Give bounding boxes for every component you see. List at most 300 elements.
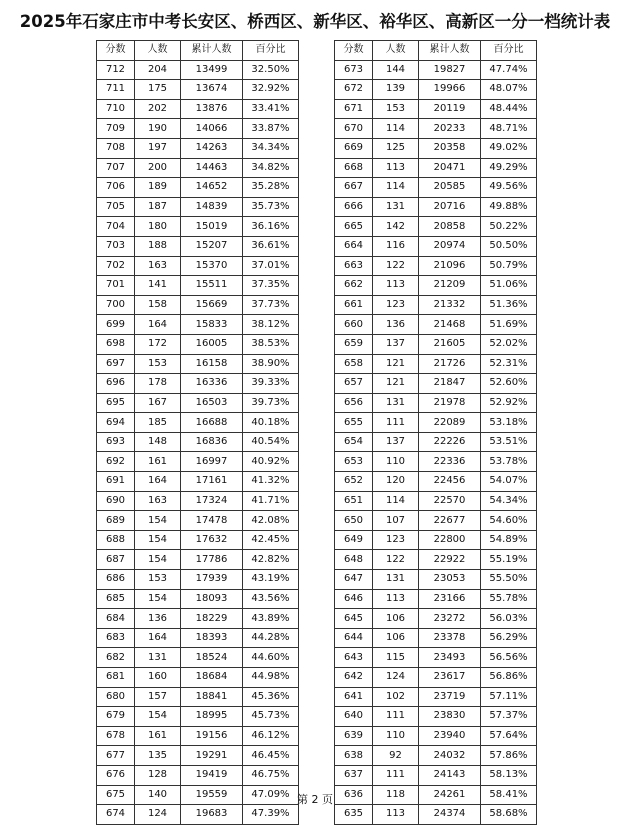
table-row (335, 687, 537, 707)
score-table-right (334, 40, 537, 825)
cell-percent: 52.60% (481, 374, 537, 394)
cell-count: 187 (135, 197, 181, 217)
cell-cumulative: 21468 (419, 315, 481, 335)
cell-score: 658 (335, 354, 373, 374)
cell-cumulative: 15207 (181, 236, 243, 256)
page-number: 第 2 页 (297, 793, 333, 806)
cell-score: 667 (335, 178, 373, 198)
cell-score: 654 (335, 432, 373, 452)
cell-cumulative: 23617 (419, 668, 481, 688)
table-row (335, 707, 537, 727)
cell-score: 671 (335, 99, 373, 119)
cell-percent: 40.18% (243, 413, 299, 433)
cell-score: 692 (97, 452, 135, 472)
cell-score: 710 (97, 99, 135, 119)
cell-cumulative: 17324 (181, 491, 243, 511)
cell-percent: 53.18% (481, 413, 537, 433)
cell-score: 700 (97, 295, 135, 315)
cell-percent: 40.54% (243, 432, 299, 452)
table-row (335, 374, 537, 394)
cell-cumulative: 14263 (181, 138, 243, 158)
cell-count: 114 (373, 119, 419, 139)
table-row (97, 276, 299, 296)
cell-cumulative: 23830 (419, 707, 481, 727)
cell-count: 154 (135, 511, 181, 531)
table-row (335, 432, 537, 452)
cell-count: 189 (135, 178, 181, 198)
header-cumulative: 累计人数 (181, 41, 243, 61)
cell-cumulative: 21096 (419, 256, 481, 276)
cell-score: 690 (97, 491, 135, 511)
table-row (335, 393, 537, 413)
header-count: 人数 (373, 41, 419, 61)
cell-count: 123 (373, 295, 419, 315)
cell-percent: 49.02% (481, 138, 537, 158)
cell-percent: 52.92% (481, 393, 537, 413)
cell-percent: 46.12% (243, 726, 299, 746)
cell-cumulative: 16336 (181, 374, 243, 394)
cell-count: 118 (373, 785, 419, 805)
cell-cumulative: 19683 (181, 805, 243, 825)
cell-cumulative: 19827 (419, 60, 481, 80)
cell-score: 685 (97, 589, 135, 609)
table-row (335, 765, 537, 785)
cell-percent: 54.89% (481, 530, 537, 550)
table-row (335, 315, 537, 335)
cell-count: 148 (135, 432, 181, 452)
cell-count: 115 (373, 648, 419, 668)
cell-count: 135 (135, 746, 181, 766)
table-row (97, 256, 299, 276)
table-row (335, 178, 537, 198)
cell-count: 154 (135, 550, 181, 570)
table-row (97, 158, 299, 178)
cell-cumulative: 22336 (419, 452, 481, 472)
cell-cumulative: 17786 (181, 550, 243, 570)
cell-score: 644 (335, 628, 373, 648)
cell-count: 142 (373, 217, 419, 237)
cell-percent: 57.86% (481, 746, 537, 766)
cell-score: 662 (335, 276, 373, 296)
cell-percent: 43.89% (243, 609, 299, 629)
cell-count: 153 (135, 570, 181, 590)
cell-score: 689 (97, 511, 135, 531)
table-row (97, 726, 299, 746)
cell-score: 701 (97, 276, 135, 296)
table-row (335, 276, 537, 296)
table-row (97, 60, 299, 80)
cell-cumulative: 20858 (419, 217, 481, 237)
cell-percent: 56.86% (481, 668, 537, 688)
cell-count: 113 (373, 276, 419, 296)
cell-count: 180 (135, 217, 181, 237)
cell-cumulative: 19291 (181, 746, 243, 766)
cell-count: 144 (373, 60, 419, 80)
cell-cumulative: 24261 (419, 785, 481, 805)
cell-score: 698 (97, 334, 135, 354)
cell-score: 672 (335, 80, 373, 100)
cell-percent: 49.56% (481, 178, 537, 198)
cell-percent: 42.82% (243, 550, 299, 570)
cell-percent: 50.50% (481, 236, 537, 256)
cell-count: 139 (373, 80, 419, 100)
table-row (97, 393, 299, 413)
table-row (97, 511, 299, 531)
cell-score: 704 (97, 217, 135, 237)
cell-cumulative: 23166 (419, 589, 481, 609)
cell-cumulative: 20716 (419, 197, 481, 217)
cell-percent: 53.78% (481, 452, 537, 472)
cell-count: 106 (373, 609, 419, 629)
cell-percent: 49.88% (481, 197, 537, 217)
cell-cumulative: 20585 (419, 178, 481, 198)
cell-cumulative: 19419 (181, 765, 243, 785)
score-table-left (96, 40, 299, 825)
cell-count: 107 (373, 511, 419, 531)
cell-percent: 36.61% (243, 236, 299, 256)
cell-cumulative: 16836 (181, 432, 243, 452)
table-row (335, 413, 537, 433)
cell-score: 670 (335, 119, 373, 139)
table-row (97, 217, 299, 237)
cell-cumulative: 20974 (419, 236, 481, 256)
table-row (335, 60, 537, 80)
table-row (97, 589, 299, 609)
cell-score: 688 (97, 530, 135, 550)
cell-cumulative: 18684 (181, 668, 243, 688)
cell-percent: 34.34% (243, 138, 299, 158)
table-row (97, 354, 299, 374)
cell-count: 113 (373, 805, 419, 825)
table-row (97, 765, 299, 785)
cell-count: 137 (373, 334, 419, 354)
cell-cumulative: 23493 (419, 648, 481, 668)
cell-count: 106 (373, 628, 419, 648)
cell-count: 124 (373, 668, 419, 688)
cell-count: 116 (373, 236, 419, 256)
cell-count: 154 (135, 589, 181, 609)
cell-percent: 45.73% (243, 707, 299, 727)
cell-score: 680 (97, 687, 135, 707)
cell-cumulative: 16158 (181, 354, 243, 374)
cell-percent: 49.29% (481, 158, 537, 178)
table-row (335, 550, 537, 570)
cell-score: 655 (335, 413, 373, 433)
cell-score: 679 (97, 707, 135, 727)
cell-count: 161 (135, 452, 181, 472)
cell-percent: 55.78% (481, 589, 537, 609)
cell-cumulative: 13876 (181, 99, 243, 119)
header-score: 分数 (335, 41, 373, 61)
cell-percent: 55.19% (481, 550, 537, 570)
cell-cumulative: 17939 (181, 570, 243, 590)
cell-percent: 54.60% (481, 511, 537, 531)
cell-cumulative: 15669 (181, 295, 243, 315)
cell-percent: 47.74% (481, 60, 537, 80)
cell-score: 691 (97, 472, 135, 492)
cell-cumulative: 20358 (419, 138, 481, 158)
cell-percent: 56.29% (481, 628, 537, 648)
cell-percent: 48.44% (481, 99, 537, 119)
cell-percent: 44.28% (243, 628, 299, 648)
cell-count: 136 (373, 315, 419, 335)
cell-cumulative: 17478 (181, 511, 243, 531)
cell-cumulative: 21209 (419, 276, 481, 296)
cell-count: 197 (135, 138, 181, 158)
table-row (97, 452, 299, 472)
cell-percent: 37.73% (243, 295, 299, 315)
cell-score: 693 (97, 432, 135, 452)
cell-count: 131 (373, 393, 419, 413)
table-row (335, 80, 537, 100)
cell-count: 167 (135, 393, 181, 413)
cell-score: 678 (97, 726, 135, 746)
cell-count: 190 (135, 119, 181, 139)
cell-count: 122 (373, 256, 419, 276)
cell-cumulative: 16005 (181, 334, 243, 354)
cell-cumulative: 14652 (181, 178, 243, 198)
cell-count: 102 (373, 687, 419, 707)
cell-cumulative: 22677 (419, 511, 481, 531)
cell-percent: 39.33% (243, 374, 299, 394)
cell-percent: 37.01% (243, 256, 299, 276)
cell-cumulative: 22922 (419, 550, 481, 570)
cell-percent: 41.32% (243, 472, 299, 492)
cell-count: 141 (135, 276, 181, 296)
cell-cumulative: 21726 (419, 354, 481, 374)
cell-percent: 44.60% (243, 648, 299, 668)
cell-count: 114 (373, 178, 419, 198)
cell-count: 188 (135, 236, 181, 256)
table-row (335, 511, 537, 531)
table-row (335, 334, 537, 354)
cell-cumulative: 18841 (181, 687, 243, 707)
cell-percent: 47.09% (243, 785, 299, 805)
cell-score: 665 (335, 217, 373, 237)
cell-count: 131 (135, 648, 181, 668)
cell-percent: 44.98% (243, 668, 299, 688)
cell-percent: 38.53% (243, 334, 299, 354)
table-row (335, 256, 537, 276)
cell-cumulative: 16503 (181, 393, 243, 413)
cell-count: 153 (373, 99, 419, 119)
cell-score: 677 (97, 746, 135, 766)
cell-score: 656 (335, 393, 373, 413)
cell-percent: 56.56% (481, 648, 537, 668)
table-row (97, 570, 299, 590)
cell-score: 660 (335, 315, 373, 335)
cell-cumulative: 22800 (419, 530, 481, 550)
cell-cumulative: 16997 (181, 452, 243, 472)
cell-count: 121 (373, 354, 419, 374)
cell-score: 697 (97, 354, 135, 374)
cell-count: 200 (135, 158, 181, 178)
table-row (97, 236, 299, 256)
table-row (97, 687, 299, 707)
cell-score: 695 (97, 393, 135, 413)
cell-score: 648 (335, 550, 373, 570)
cell-count: 160 (135, 668, 181, 688)
cell-score: 682 (97, 648, 135, 668)
cell-score: 642 (335, 668, 373, 688)
cell-count: 164 (135, 315, 181, 335)
cell-score: 684 (97, 609, 135, 629)
table-row (97, 315, 299, 335)
cell-cumulative: 15833 (181, 315, 243, 335)
cell-count: 114 (373, 491, 419, 511)
cell-score: 652 (335, 472, 373, 492)
header-cumulative: 累计人数 (419, 41, 481, 61)
table-row (335, 530, 537, 550)
cell-score: 635 (335, 805, 373, 825)
table-row (97, 472, 299, 492)
table-row (97, 119, 299, 139)
table-row (97, 628, 299, 648)
table-row (97, 491, 299, 511)
cell-percent: 57.11% (481, 687, 537, 707)
cell-score: 709 (97, 119, 135, 139)
table-row (97, 609, 299, 629)
cell-percent: 57.37% (481, 707, 537, 727)
cell-cumulative: 15370 (181, 256, 243, 276)
cell-count: 136 (135, 609, 181, 629)
table-row (335, 805, 537, 825)
table-row (335, 628, 537, 648)
cell-percent: 38.12% (243, 315, 299, 335)
cell-count: 110 (373, 726, 419, 746)
cell-cumulative: 22226 (419, 432, 481, 452)
cell-count: 113 (373, 589, 419, 609)
cell-percent: 51.69% (481, 315, 537, 335)
cell-percent: 33.41% (243, 99, 299, 119)
cell-cumulative: 21978 (419, 393, 481, 413)
cell-score: 669 (335, 138, 373, 158)
cell-percent: 45.36% (243, 687, 299, 707)
cell-cumulative: 20471 (419, 158, 481, 178)
cell-count: 164 (135, 472, 181, 492)
cell-cumulative: 17161 (181, 472, 243, 492)
table-row (97, 668, 299, 688)
table-row (97, 805, 299, 825)
cell-count: 131 (373, 197, 419, 217)
cell-percent: 35.73% (243, 197, 299, 217)
cell-count: 113 (373, 158, 419, 178)
cell-percent: 56.03% (481, 609, 537, 629)
cell-cumulative: 19156 (181, 726, 243, 746)
cell-score: 686 (97, 570, 135, 590)
cell-count: 185 (135, 413, 181, 433)
cell-score: 650 (335, 511, 373, 531)
header-percent: 百分比 (243, 41, 299, 61)
cell-percent: 34.82% (243, 158, 299, 178)
cell-score: 703 (97, 236, 135, 256)
cell-cumulative: 18393 (181, 628, 243, 648)
cell-score: 664 (335, 236, 373, 256)
table-row (335, 197, 537, 217)
cell-cumulative: 18229 (181, 609, 243, 629)
cell-percent: 50.22% (481, 217, 537, 237)
table-row (97, 80, 299, 100)
cell-cumulative: 15511 (181, 276, 243, 296)
cell-percent: 40.92% (243, 452, 299, 472)
cell-score: 653 (335, 452, 373, 472)
header-count: 人数 (135, 41, 181, 61)
cell-percent: 58.13% (481, 765, 537, 785)
cell-cumulative: 18995 (181, 707, 243, 727)
cell-cumulative: 19559 (181, 785, 243, 805)
cell-score: 649 (335, 530, 373, 550)
cell-cumulative: 18524 (181, 648, 243, 668)
table-row (335, 668, 537, 688)
table-header-row (335, 41, 537, 61)
cell-percent: 51.36% (481, 295, 537, 315)
cell-count: 161 (135, 726, 181, 746)
cell-percent: 50.79% (481, 256, 537, 276)
cell-cumulative: 21605 (419, 334, 481, 354)
page-title: 2025年石家庄市中考长安区、桥西区、新华区、裕华区、高新区一分一档统计表 (19, 12, 611, 31)
cell-count: 157 (135, 687, 181, 707)
table-row (97, 432, 299, 452)
cell-count: 111 (373, 765, 419, 785)
cell-percent: 39.73% (243, 393, 299, 413)
cell-score: 646 (335, 589, 373, 609)
cell-count: 124 (135, 805, 181, 825)
cell-score: 712 (97, 60, 135, 80)
cell-count: 140 (135, 785, 181, 805)
cell-score: 657 (335, 374, 373, 394)
cell-cumulative: 20233 (419, 119, 481, 139)
cell-score: 651 (335, 491, 373, 511)
cell-percent: 32.50% (243, 60, 299, 80)
header-percent: 百分比 (481, 41, 537, 61)
table-row (97, 707, 299, 727)
cell-cumulative: 23940 (419, 726, 481, 746)
cell-cumulative: 14463 (181, 158, 243, 178)
cell-score: 659 (335, 334, 373, 354)
cell-cumulative: 21847 (419, 374, 481, 394)
table-row (97, 295, 299, 315)
table-row (335, 589, 537, 609)
cell-score: 694 (97, 413, 135, 433)
table-row (335, 119, 537, 139)
table-row (335, 158, 537, 178)
cell-score: 641 (335, 687, 373, 707)
cell-score: 702 (97, 256, 135, 276)
cell-percent: 53.51% (481, 432, 537, 452)
cell-score: 687 (97, 550, 135, 570)
cell-cumulative: 22570 (419, 491, 481, 511)
cell-count: 153 (135, 354, 181, 374)
cell-cumulative: 23272 (419, 609, 481, 629)
cell-score: 706 (97, 178, 135, 198)
table-row (335, 746, 537, 766)
cell-score: 640 (335, 707, 373, 727)
table-row (335, 472, 537, 492)
cell-percent: 41.71% (243, 491, 299, 511)
table-row (335, 491, 537, 511)
table-row (97, 648, 299, 668)
table-row (97, 334, 299, 354)
table-row (335, 452, 537, 472)
cell-percent: 37.35% (243, 276, 299, 296)
cell-percent: 48.71% (481, 119, 537, 139)
cell-cumulative: 13499 (181, 60, 243, 80)
table-row (335, 236, 537, 256)
cell-percent: 43.19% (243, 570, 299, 590)
cell-percent: 58.68% (481, 805, 537, 825)
cell-cumulative: 23719 (419, 687, 481, 707)
cell-cumulative: 13674 (181, 80, 243, 100)
